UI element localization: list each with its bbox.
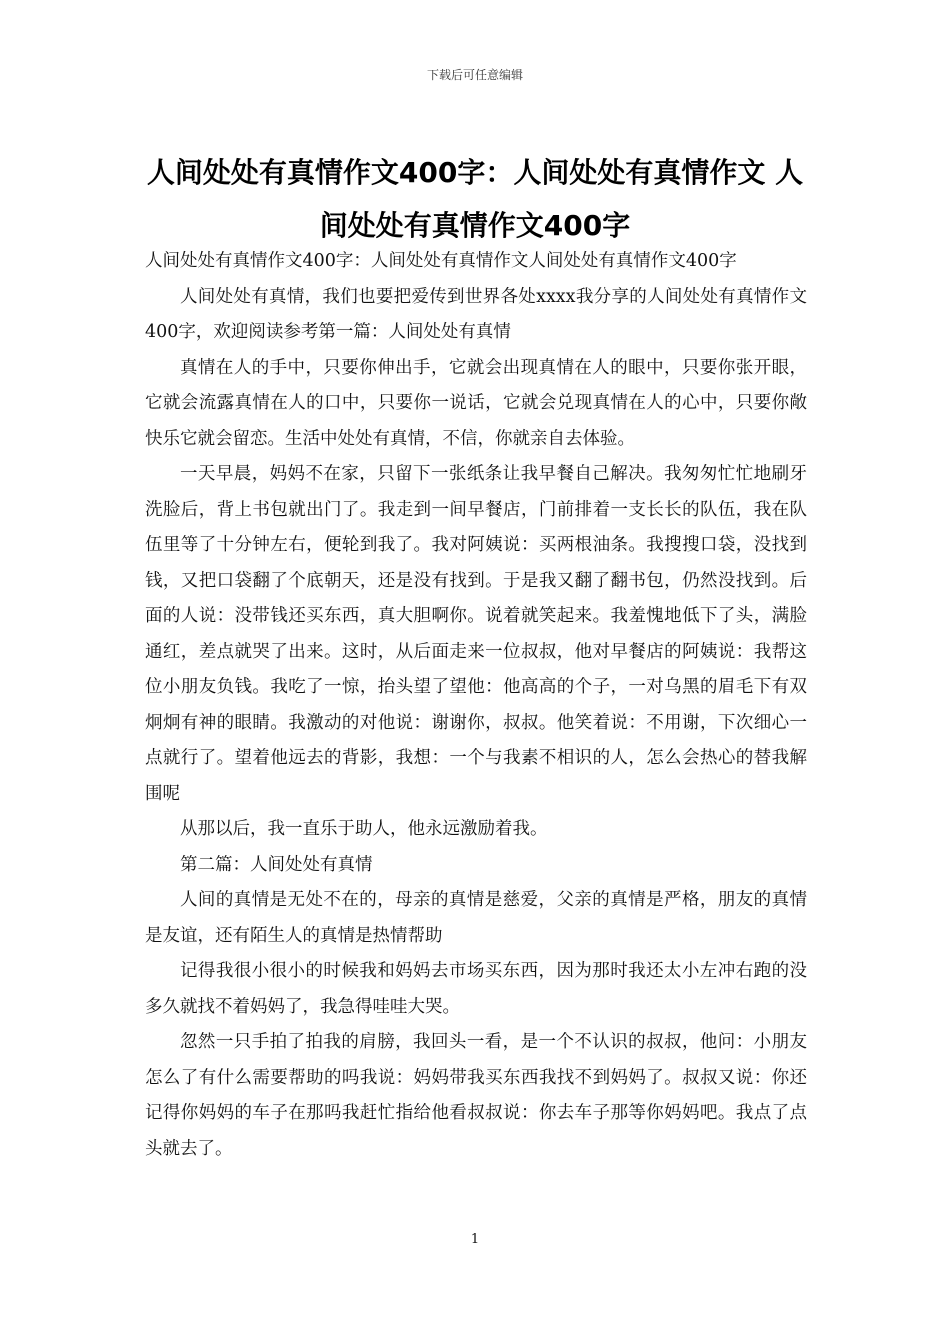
paragraph-6: 人间的真情是无处不在的，母亲的真情是慈爱，父亲的真情是严格，朋友的真情是友谊，还有陌生人的真情是热情帮助	[145, 890, 807, 946]
document-title: 人间处处有真情作文400字：人间处处有真情作文 人间处处有真情作文400字	[146, 156, 804, 242]
paragraph-5: 从那以后，我一直乐于助人，他永远激励着我。	[180, 819, 548, 839]
paragraph-8: 忽然一只手拍了拍我的肩膀，我回头一看，是一个不认识的叔叔，他问：小朋友怎么了有什么需要帮助的吗我说：妈妈带我买东西我找不到妈妈了。叔叔又说：你还记得你妈妈的车子在那吗我赶忙指给他看叔叔说：你去车子那等你妈妈吧。我点了点头就去了。	[145, 1032, 807, 1159]
paragraph-2: 人间处处有真情，我们也要把爱传到世界各处xxxx我分享的人间处处有真情作文400字，欢迎阅读参考第一篇：人间处处有真情	[145, 286, 807, 342]
paragraph-4: 一天早晨，妈妈不在家，只留下一张纸条让我早餐自己解决。我匆匆忙忙地刷牙洗脸后，背上书包就出门了。我走到一间早餐店，门前排着一支长长的队伍，我在队伍里等了十分钟左右，便轮到我了。我对阿姨说：买两根油条。我搜搜口袋，没找到钱，又把口袋翻了个底朝天，还是没有找到。于是我又翻了翻书包，仍然没找到。后面的人说：没带钱还买东西，真大胆啊你。说着就笑起来。我羞愧地低下了头，满脸通红，差点就哭了出来。这时，从后面走来一位叔叔，他对早餐店的阿姨说：我帮这位小朋友负钱。我吃了一惊，抬头望了望他：他高高的个子，一对乌黑的眉毛下有双炯炯有神的眼睛。我激动的对他说：谢谢你，叔叔。他笑着说：不用谢，下次细心一点就行了。望着他远去的背影，我想：一个与我素不相识的人，怎么会热心的替我解围呢	[145, 464, 807, 804]
section-heading-2: 第二篇：人间处处有真情	[180, 854, 373, 875]
paragraph-1: 人间处处有真情作文400字：人间处处有真情作文人间处处有真情作文400字	[145, 251, 737, 271]
page-number: 1	[470, 1232, 480, 1247]
paragraph-7: 记得我很小很小的时候我和妈妈去市场买东西，因为那时我还太小左冲右跑的没多久就找不着妈妈了，我急得哇哇大哭。	[145, 961, 807, 1017]
paragraph-3: 真情在人的手中，只要你伸出手，它就会出现真情在人的眼中，只要你张开眼，它就会流露真情在人的口中，只要你一说话，它就会兑现真情在人的心中，只要你敞快乐它就会留恋。生活中处处有真情，不信，你就亲自去体验。	[145, 357, 807, 449]
page-header: 下载后可任意编辑	[426, 68, 523, 82]
document-body	[145, 244, 807, 1167]
